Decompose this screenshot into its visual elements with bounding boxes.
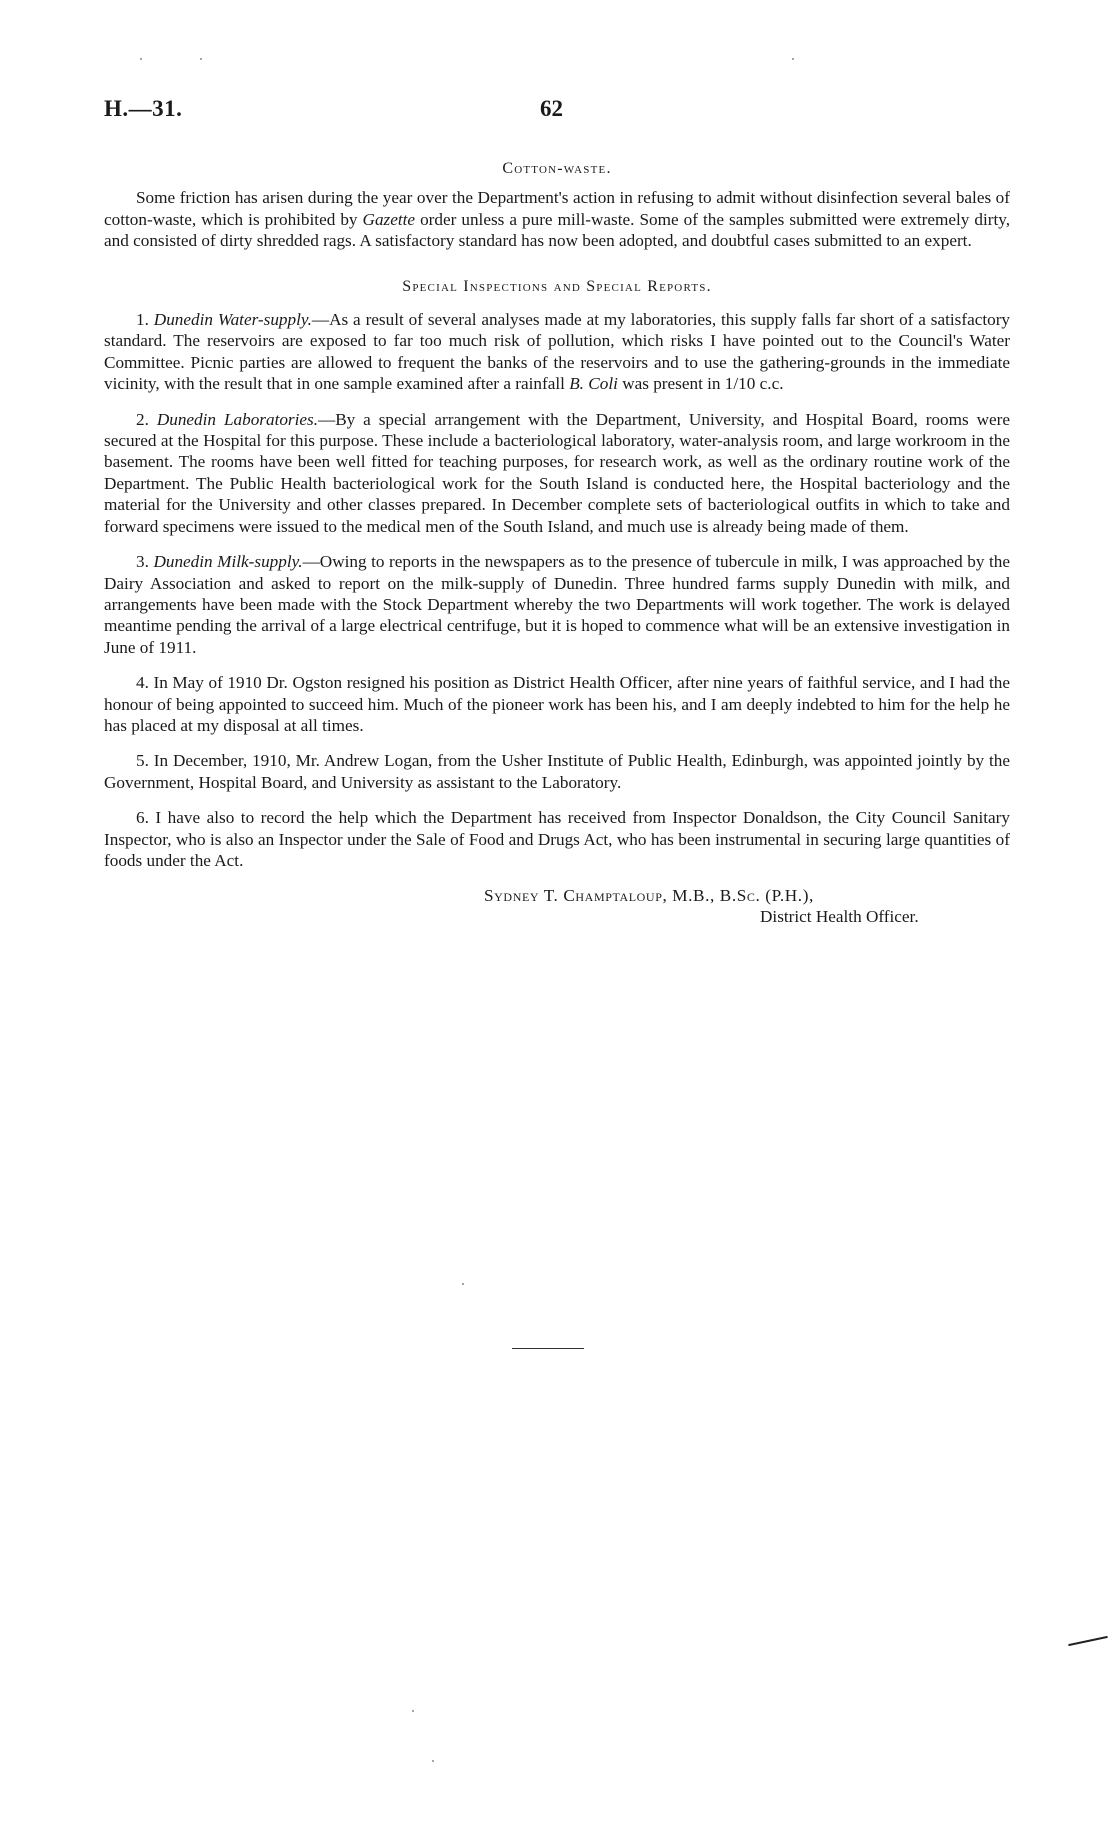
item-text: —Owing to reports in the newspapers as to the presence of tubercule in milk, I was approached by the Dairy Association and asked to report on the milk-supply of Dunedin. Three hundred farms supply Dunedin with milk, and arrangements have been made with the Stock Department whereby the two Departments will work together. The work is delayed meantime pending the arrival of a large electrical centrifuge, but it is hoped to commence what will be an extensive investigation in June of 1911. xyxy=(104,552,1010,657)
item-number: 6. xyxy=(136,808,149,828)
section-heading-cotton-waste: Cotton-waste. xyxy=(502,160,612,177)
signature-block xyxy=(484,885,1010,927)
margin-mark xyxy=(1068,1636,1108,1646)
paragraph-item-5 xyxy=(104,750,1010,793)
item-text: In December, 1910, Mr. Andrew Logan, from the Usher Institute of Public Health, Edinburgh, was appointed jointly by the Government, Hospital Board, and University as assistant to the Laboratory. xyxy=(104,751,1011,792)
paragraph-item-4 xyxy=(104,672,1010,736)
paragraph-item-2 xyxy=(104,409,1010,537)
document-body xyxy=(104,158,1010,927)
paragraph-item-3 xyxy=(104,551,1010,658)
paragraph-item-1 xyxy=(104,309,1010,395)
item-number: 2. xyxy=(136,409,149,429)
item-title: Dunedin Water-supply. xyxy=(153,310,312,330)
end-rule xyxy=(512,1348,584,1349)
item-number: 4. xyxy=(136,673,149,693)
cotton-waste-italic: Gazette xyxy=(362,209,416,229)
item-text: I have also to record the help which the Department has received from Inspector Donaldson, the City Council Sanitary Inspector, who is also an Inspector under the Sale of Food and Drugs Act, who has been instrumental in securing large quantities of foods under the Act. xyxy=(104,808,1010,870)
item-text: —As a result of several analyses made at my laboratories, this supply falls far short of a satisfactory standard. The reservoirs are exposed to far too much risk of pollution, which risks I have pointed out to the Council's Water Committee. Picnic parties are allowed to frequent the banks of the reservoirs and to use the gathering-grounds in the immediate vicinity, with the result that in one sample examined after a rainfall xyxy=(104,310,1011,394)
item-text: In May of 1910 Dr. Ogston resigned his position as District Health Officer, after nine years of faithful service, and I had the honour of being appointed to succeed him. Much of the pioneer work has been his, and I am deeply indebted to him for the help he has placed at my disposal at all times. xyxy=(104,673,1010,735)
item-text-tail: was present in 1/10 c.c. xyxy=(617,374,784,394)
paragraph-item-6 xyxy=(104,807,1010,871)
scan-speck xyxy=(140,58,142,60)
section-heading-special-reports: Special Inspections and Special Reports. xyxy=(402,277,712,295)
scan-speck xyxy=(200,58,202,60)
item-number: 1. xyxy=(136,310,149,330)
scan-speck xyxy=(462,1283,464,1285)
scan-speck xyxy=(412,1710,414,1712)
item-italic-tail: B. Coli xyxy=(569,374,618,394)
item-title: Dunedin Milk-supply. xyxy=(153,552,303,572)
page-number: 62 xyxy=(540,96,563,121)
signatory-name: Sydney T. Champtaloup, M.B., B.Sc. (P.H.), xyxy=(484,886,814,906)
item-text: —By a special arrangement with the Department, University, and Hospital Board, rooms were secured at the Hospital for this purpose. These include a bacteriological laboratory, water-analysis room, and large workroom in the basement. The rooms have been well fitted for teaching purposes, for research work, as well as the ordinary routine work of the Department. The Public Health bacteriological work for the South Island is conducted here, the Hospital bacteriology and the material for the University and other classes prepared. In December complete sets of bacteriological outfits in which to take and forward specimens were issued to the medical men of the South Island, and much use is already being made of them. xyxy=(104,409,1011,536)
scan-speck xyxy=(792,58,794,60)
item-title: Dunedin Laboratories. xyxy=(156,409,319,429)
cotton-waste-text-a: Some friction has arisen during the year over the Department's action in refusing to admit without disinfection several bales of cotton-waste, which is prohibited by xyxy=(104,188,1010,229)
signatory-title: District Health Officer. xyxy=(760,907,919,927)
cotton-waste-text-b: order unless a pure mill-waste. Some of the samples submitted were extremely dirty, and consisted of dirty shredded rags. A satisfactory standard has now been adopted, and doubtful cases submitted to an expert. xyxy=(104,209,1010,251)
paragraph-cotton-waste xyxy=(104,187,1010,251)
item-number: 5. xyxy=(136,751,149,771)
item-number: 3. xyxy=(136,552,149,572)
scan-speck xyxy=(432,1760,434,1762)
report-reference: H.—31. xyxy=(104,96,183,121)
